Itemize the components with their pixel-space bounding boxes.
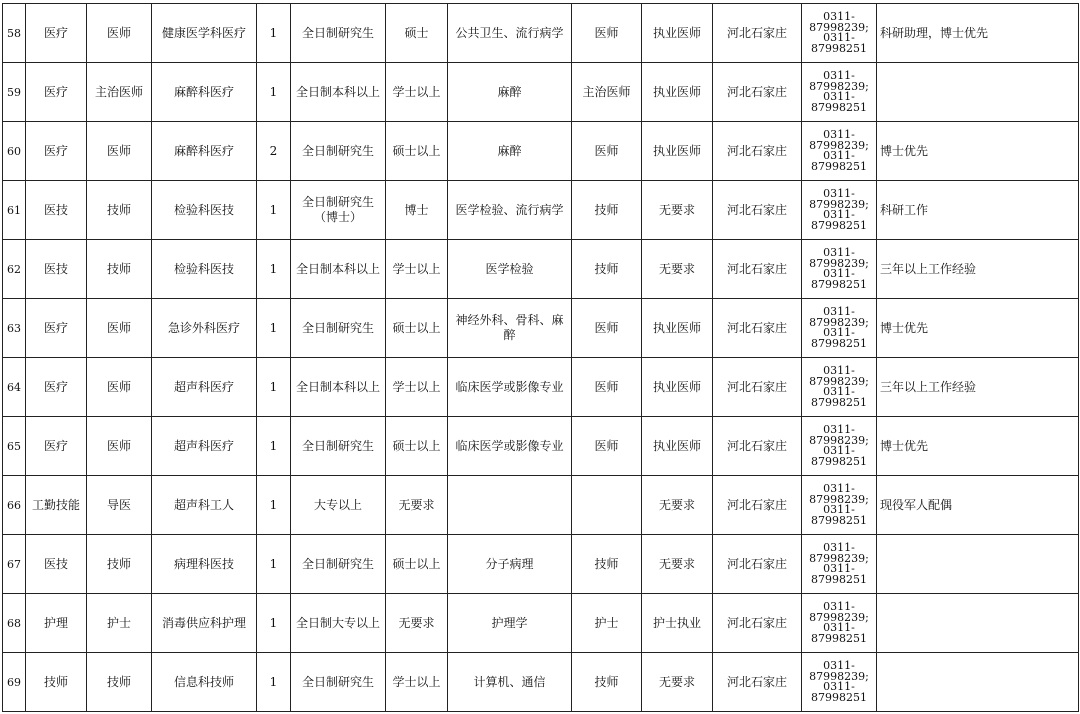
- phone-line: 0311-: [823, 267, 855, 280]
- degree-cell: 学士以上: [386, 63, 448, 122]
- education-form-cell: 全日制研究生: [291, 4, 386, 63]
- category-cell: 工勤技能: [26, 476, 87, 535]
- phone-line: 0311-: [823, 10, 855, 23]
- certificate-cell: 执业医师: [642, 358, 713, 417]
- table-row: [3, 299, 1079, 358]
- degree-cell: 硕士以上: [386, 417, 448, 476]
- education-form-cell: 全日制研究生: [291, 299, 386, 358]
- table-row: [3, 594, 1079, 653]
- contact-phone-cell: [802, 240, 877, 299]
- qualification-cell: 技师: [572, 653, 642, 712]
- phone-line: 0311-: [823, 364, 855, 377]
- post-name-cell: 主治医师: [87, 63, 152, 122]
- post-name-cell: 医师: [87, 417, 152, 476]
- certificate-cell: 执业医师: [642, 63, 713, 122]
- qualification-cell: 医师: [572, 122, 642, 181]
- department-cell: 信息科技师: [152, 653, 257, 712]
- degree-cell: 学士以上: [386, 240, 448, 299]
- row-number-cell: 66: [3, 476, 26, 535]
- post-name-cell: 医师: [87, 122, 152, 181]
- degree-cell: 博士: [386, 181, 448, 240]
- post-name-cell: 技师: [87, 240, 152, 299]
- education-form-cell: 全日制研究生（博士）: [291, 181, 386, 240]
- department-cell: 麻醉科医疗: [152, 122, 257, 181]
- phone-line: 0311-: [823, 208, 855, 221]
- phone-line: 87998251: [811, 218, 867, 232]
- major-cell: 计算机、通信: [448, 653, 572, 712]
- category-cell: 医技: [26, 240, 87, 299]
- remark-cell: 博士优先: [877, 417, 1079, 476]
- major-cell: 麻醉: [448, 122, 572, 181]
- row-number-cell: 69: [3, 653, 26, 712]
- major-cell: 医学检验、流行病学: [448, 181, 572, 240]
- certificate-cell: 护士执业: [642, 594, 713, 653]
- major-cell: 护理学: [448, 594, 572, 653]
- phone-line: 0311-: [823, 31, 855, 44]
- education-form-cell: 大专以上: [291, 476, 386, 535]
- degree-cell: 硕士以上: [386, 299, 448, 358]
- contact-phone-cell: [802, 594, 877, 653]
- certificate-cell: 执业医师: [642, 4, 713, 63]
- post-name-cell: 护士: [87, 594, 152, 653]
- category-cell: 医疗: [26, 4, 87, 63]
- phone-line: 0311-: [823, 187, 855, 200]
- phone-line: 87998239;: [809, 197, 869, 211]
- education-form-cell: 全日制研究生: [291, 417, 386, 476]
- phone-line: 87998239;: [809, 138, 869, 152]
- contact-phone-cell: [802, 122, 877, 181]
- remark-cell: 博士优先: [877, 299, 1079, 358]
- phone-line: 87998251: [811, 395, 867, 409]
- headcount-cell: 1: [257, 4, 291, 63]
- phone-line: 87998251: [811, 454, 867, 468]
- education-form-cell: 全日制研究生: [291, 535, 386, 594]
- major-cell: 临床医学或影像专业: [448, 358, 572, 417]
- qualification-cell: 医师: [572, 358, 642, 417]
- table-row: [3, 358, 1079, 417]
- major-cell: [448, 476, 572, 535]
- certificate-cell: 执业医师: [642, 417, 713, 476]
- contact-phone-cell: [802, 299, 877, 358]
- phone-line: 0311-: [823, 128, 855, 141]
- category-cell: 医疗: [26, 417, 87, 476]
- phone-line: 87998239;: [809, 669, 869, 683]
- headcount-cell: 1: [257, 240, 291, 299]
- contact-phone-cell: [802, 535, 877, 594]
- qualification-cell: 技师: [572, 181, 642, 240]
- department-cell: 超声科医疗: [152, 417, 257, 476]
- recruitment-table: [2, 3, 1079, 712]
- major-cell: 神经外科、骨科、麻醉: [448, 299, 572, 358]
- phone-line: 0311-: [823, 423, 855, 436]
- department-cell: 急诊外科医疗: [152, 299, 257, 358]
- table-row: [3, 535, 1079, 594]
- headcount-cell: 1: [257, 476, 291, 535]
- row-number-cell: 64: [3, 358, 26, 417]
- certificate-cell: 无要求: [642, 240, 713, 299]
- phone-line: 0311-: [823, 69, 855, 82]
- phone-line: 87998251: [811, 572, 867, 586]
- major-cell: 公共卫生、流行病学: [448, 4, 572, 63]
- education-form-cell: 全日制研究生: [291, 653, 386, 712]
- row-number-cell: 65: [3, 417, 26, 476]
- remark-cell: [877, 594, 1079, 653]
- row-number-cell: 59: [3, 63, 26, 122]
- phone-line: 87998239;: [809, 551, 869, 565]
- degree-cell: 无要求: [386, 594, 448, 653]
- headcount-cell: 1: [257, 653, 291, 712]
- phone-line: 87998239;: [809, 256, 869, 270]
- department-cell: 检验科医技: [152, 181, 257, 240]
- category-cell: 医技: [26, 535, 87, 594]
- headcount-cell: 1: [257, 358, 291, 417]
- phone-line: 0311-: [823, 562, 855, 575]
- major-cell: 麻醉: [448, 63, 572, 122]
- post-name-cell: 导医: [87, 476, 152, 535]
- contact-phone-cell: [802, 417, 877, 476]
- phone-line: 0311-: [823, 149, 855, 162]
- education-form-cell: 全日制研究生: [291, 122, 386, 181]
- certificate-cell: 执业医师: [642, 122, 713, 181]
- headcount-cell: 2: [257, 122, 291, 181]
- phone-line: 0311-: [823, 680, 855, 693]
- table-row: [3, 417, 1079, 476]
- category-cell: 护理: [26, 594, 87, 653]
- phone-line: 87998251: [811, 100, 867, 114]
- headcount-cell: 1: [257, 299, 291, 358]
- department-cell: 健康医学科医疗: [152, 4, 257, 63]
- phone-line: 0311-: [823, 503, 855, 516]
- department-cell: 超声科工人: [152, 476, 257, 535]
- certificate-cell: 执业医师: [642, 299, 713, 358]
- category-cell: 技师: [26, 653, 87, 712]
- headcount-cell: 1: [257, 594, 291, 653]
- location-cell: 河北石家庄: [713, 122, 802, 181]
- table-row: [3, 240, 1079, 299]
- remark-cell: 三年以上工作经验: [877, 240, 1079, 299]
- post-name-cell: 技师: [87, 181, 152, 240]
- degree-cell: 学士以上: [386, 653, 448, 712]
- table-row: [3, 4, 1079, 63]
- contact-phone-cell: [802, 476, 877, 535]
- phone-line: 87998239;: [809, 20, 869, 34]
- phone-line: 87998239;: [809, 79, 869, 93]
- certificate-cell: 无要求: [642, 653, 713, 712]
- qualification-cell: 技师: [572, 535, 642, 594]
- table-body: [3, 4, 1079, 712]
- remark-cell: 科研助理，博士优先: [877, 4, 1079, 63]
- location-cell: 河北石家庄: [713, 476, 802, 535]
- headcount-cell: 1: [257, 535, 291, 594]
- remark-cell: 科研工作: [877, 181, 1079, 240]
- category-cell: 医疗: [26, 299, 87, 358]
- qualification-cell: 主治医师: [572, 63, 642, 122]
- contact-phone-cell: [802, 653, 877, 712]
- major-cell: 医学检验: [448, 240, 572, 299]
- category-cell: 医疗: [26, 63, 87, 122]
- phone-line: 0311-: [823, 600, 855, 613]
- phone-line: 0311-: [823, 482, 855, 495]
- qualification-cell: 护士: [572, 594, 642, 653]
- department-cell: 检验科医技: [152, 240, 257, 299]
- degree-cell: 硕士以上: [386, 122, 448, 181]
- qualification-cell: 医师: [572, 4, 642, 63]
- education-form-cell: 全日制本科以上: [291, 63, 386, 122]
- phone-line: 0311-: [823, 326, 855, 339]
- qualification-cell: 医师: [572, 417, 642, 476]
- post-name-cell: 医师: [87, 299, 152, 358]
- remark-cell: [877, 535, 1079, 594]
- post-name-cell: 医师: [87, 358, 152, 417]
- category-cell: 医疗: [26, 122, 87, 181]
- phone-line: 87998251: [811, 631, 867, 645]
- remark-cell: 博士优先: [877, 122, 1079, 181]
- remark-cell: [877, 653, 1079, 712]
- phone-line: 0311-: [823, 659, 855, 672]
- post-name-cell: 技师: [87, 535, 152, 594]
- post-name-cell: 医师: [87, 4, 152, 63]
- headcount-cell: 1: [257, 417, 291, 476]
- education-form-cell: 全日制本科以上: [291, 358, 386, 417]
- education-form-cell: 全日制本科以上: [291, 240, 386, 299]
- phone-line: 87998239;: [809, 374, 869, 388]
- remark-cell: 现役军人配偶: [877, 476, 1079, 535]
- department-cell: 麻醉科医疗: [152, 63, 257, 122]
- table-row: [3, 653, 1079, 712]
- row-number-cell: 58: [3, 4, 26, 63]
- post-name-cell: 技师: [87, 653, 152, 712]
- remark-cell: [877, 63, 1079, 122]
- degree-cell: 硕士: [386, 4, 448, 63]
- phone-line: 0311-: [823, 246, 855, 259]
- location-cell: 河北石家庄: [713, 181, 802, 240]
- phone-line: 87998239;: [809, 433, 869, 447]
- contact-phone-cell: [802, 358, 877, 417]
- department-cell: 消毒供应科护理: [152, 594, 257, 653]
- phone-line: 0311-: [823, 621, 855, 634]
- location-cell: 河北石家庄: [713, 535, 802, 594]
- row-number-cell: 68: [3, 594, 26, 653]
- location-cell: 河北石家庄: [713, 594, 802, 653]
- phone-line: 0311-: [823, 444, 855, 457]
- major-cell: 分子病理: [448, 535, 572, 594]
- phone-line: 87998239;: [809, 492, 869, 506]
- contact-phone-cell: [802, 63, 877, 122]
- major-cell: 临床医学或影像专业: [448, 417, 572, 476]
- location-cell: 河北石家庄: [713, 358, 802, 417]
- certificate-cell: 无要求: [642, 476, 713, 535]
- row-number-cell: 67: [3, 535, 26, 594]
- category-cell: 医疗: [26, 358, 87, 417]
- table-row: [3, 63, 1079, 122]
- phone-line: 87998251: [811, 690, 867, 704]
- phone-line: 0311-: [823, 385, 855, 398]
- degree-cell: 无要求: [386, 476, 448, 535]
- location-cell: 河北石家庄: [713, 653, 802, 712]
- qualification-cell: 技师: [572, 240, 642, 299]
- phone-line: 87998239;: [809, 610, 869, 624]
- contact-phone-cell: [802, 181, 877, 240]
- row-number-cell: 61: [3, 181, 26, 240]
- phone-line: 87998251: [811, 159, 867, 173]
- table-row: [3, 181, 1079, 240]
- row-number-cell: 62: [3, 240, 26, 299]
- category-cell: 医技: [26, 181, 87, 240]
- phone-line: 87998251: [811, 277, 867, 291]
- phone-line: 0311-: [823, 90, 855, 103]
- remark-cell: 三年以上工作经验: [877, 358, 1079, 417]
- certificate-cell: 无要求: [642, 181, 713, 240]
- headcount-cell: 1: [257, 181, 291, 240]
- phone-line: 87998251: [811, 41, 867, 55]
- phone-line: 0311-: [823, 305, 855, 318]
- contact-phone-cell: [802, 4, 877, 63]
- location-cell: 河北石家庄: [713, 417, 802, 476]
- headcount-cell: 1: [257, 63, 291, 122]
- phone-line: 0311-: [823, 541, 855, 554]
- location-cell: 河北石家庄: [713, 240, 802, 299]
- certificate-cell: 无要求: [642, 535, 713, 594]
- phone-line: 87998239;: [809, 315, 869, 329]
- degree-cell: 硕士以上: [386, 535, 448, 594]
- location-cell: 河北石家庄: [713, 4, 802, 63]
- degree-cell: 学士以上: [386, 358, 448, 417]
- qualification-cell: [572, 476, 642, 535]
- qualification-cell: 医师: [572, 299, 642, 358]
- location-cell: 河北石家庄: [713, 299, 802, 358]
- department-cell: 病理科医技: [152, 535, 257, 594]
- table-row: [3, 122, 1079, 181]
- row-number-cell: 63: [3, 299, 26, 358]
- department-cell: 超声科医疗: [152, 358, 257, 417]
- education-form-cell: 全日制大专以上: [291, 594, 386, 653]
- table-row: [3, 476, 1079, 535]
- phone-line: 87998251: [811, 513, 867, 527]
- location-cell: 河北石家庄: [713, 63, 802, 122]
- phone-line: 87998251: [811, 336, 867, 350]
- row-number-cell: 60: [3, 122, 26, 181]
